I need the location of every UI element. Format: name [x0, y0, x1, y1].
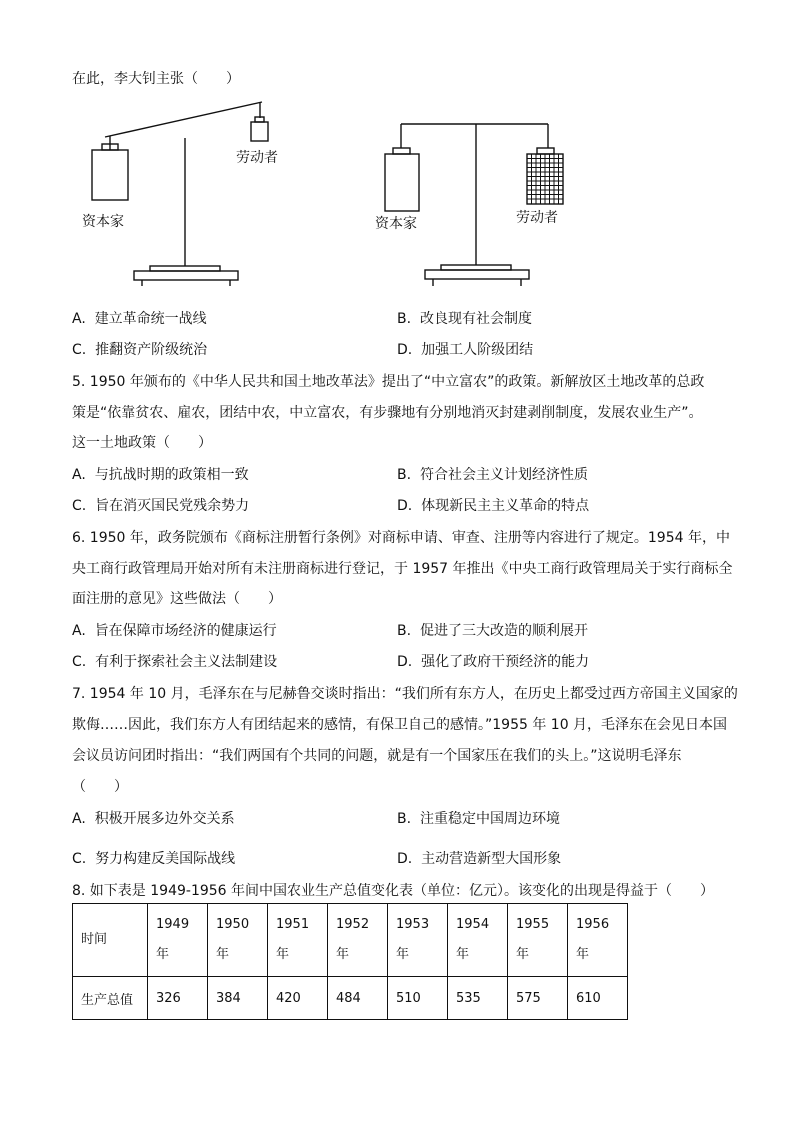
q6-stem-line-1: 6. 1950 年，政务院颁布《商标注册暂行条例》对商标申请、审查、注册等内容进行了规定。1954 年，中 [72, 530, 730, 546]
scale-right-figure [370, 110, 590, 295]
q4-option-b[interactable]: B. 改良现有社会制度 [397, 311, 532, 327]
q7-option-d[interactable]: D. 主动营造新型大国形象 [397, 851, 562, 867]
q7-stem-line-2: 欺侮……因此，我们东方人有团结起来的感情，有保卫自己的感情。”1955 年 10 月，毛泽东在会见日本国 [72, 717, 728, 733]
q7-option-c[interactable]: C. 努力构建反美国际战线 [72, 851, 236, 867]
value-cell: 610 [568, 977, 628, 1020]
q5-stem-line-1: 5. 1950 年颁布的《中华人民共和国土地改革法》提出了“中立富农”的政策。新解放区土地改革的总政 [72, 374, 705, 390]
value-cell: 484 [328, 977, 388, 1020]
header-label-cell: 时间 [73, 904, 148, 977]
q6-option-d[interactable]: D. 强化了政府干预经济的能力 [397, 654, 590, 670]
year-cell: 1954 年 [448, 904, 508, 977]
question-intro: 在此，李大钊主张（ ） [72, 71, 240, 87]
q4-option-d[interactable]: D. 加强工人阶级团结 [397, 342, 534, 358]
q6-option-a[interactable]: A. 旨在保障市场经济的健康运行 [72, 623, 277, 639]
year-cell: 1955 年 [508, 904, 568, 977]
q5-option-b[interactable]: B. 符合社会主义计划经济性质 [397, 467, 588, 483]
capital-label-left: 资本家 [82, 214, 124, 230]
value-cell: 535 [448, 977, 508, 1020]
value-cell: 575 [508, 977, 568, 1020]
year-cell: 1953 年 [388, 904, 448, 977]
q5-stem-line-2: 策是“依靠贫农、雇农，团结中农，中立富农，有步骤地有分别地消灭封建剥削制度，发展农业生产”。 [72, 405, 703, 421]
q7-stem-line-4: （ ） [72, 779, 128, 795]
q5-option-a[interactable]: A. 与抗战时期的政策相一致 [72, 467, 249, 483]
q7-stem-line-3: 会议员访问团时指出：“我们两国有个共同的问题，就是有一个国家压在我们的头上。”这说明毛泽东 [72, 748, 682, 764]
q6-option-c[interactable]: C. 有利于探索社会主义法制建设 [72, 654, 278, 670]
q5-stem-line-3: 这一土地政策（ ） [72, 435, 212, 451]
capital-label-right: 资本家 [375, 216, 417, 232]
q6-stem-line-2: 央工商行政管理局开始对所有未注册商标进行登记，于 1957 年推出《中央工商行政管理局关于实行商标全 [72, 561, 733, 577]
row-label-cell: 生产总值 [73, 977, 148, 1020]
value-cell: 510 [388, 977, 448, 1020]
year-cell: 1956 年 [568, 904, 628, 977]
q8-stem: 8. 如下表是 1949-1956 年间中国农业生产总值变化表（单位：亿元）。该变化的出现是得益于（ ） [72, 883, 715, 899]
year-cell: 1950 年 [208, 904, 268, 977]
q7-stem-line-1: 7. 1954 年 10 月，毛泽东在与尼赫鲁交谈时指出：“我们所有东方人，在历史上都受过西方帝国主义国家的 [72, 686, 738, 702]
value-cell: 384 [208, 977, 268, 1020]
table-value-row [73, 977, 628, 1020]
q7-option-a[interactable]: A. 积极开展多边外交关系 [72, 811, 235, 827]
q5-option-d[interactable]: D. 体现新民主主义革命的特点 [397, 498, 590, 514]
year-cell: 1952 年 [328, 904, 388, 977]
labor-label-left: 劳动者 [236, 150, 278, 166]
q6-stem-line-3: 面注册的意见》这些做法（ ） [72, 591, 282, 607]
scale-left-beam [105, 102, 262, 137]
capital-weight-left [92, 150, 128, 200]
q4-option-a[interactable]: A. 建立革命统一战线 [72, 311, 207, 327]
labor-label-right: 劳动者 [516, 210, 558, 226]
labor-weight-left [251, 122, 268, 141]
capital-weight-right [385, 154, 419, 211]
agri-output-table [72, 903, 628, 1020]
value-cell: 326 [148, 977, 208, 1020]
q7-option-b[interactable]: B. 注重稳定中国周边环境 [397, 811, 560, 827]
q4-option-c[interactable]: C. 推翻资产阶级统治 [72, 342, 208, 358]
year-cell: 1951 年 [268, 904, 328, 977]
q5-option-c[interactable]: C. 旨在消灭国民党残余势力 [72, 498, 250, 514]
scale-left-figure [80, 98, 278, 293]
year-cell: 1949 年 [148, 904, 208, 977]
q6-option-b[interactable]: B. 促进了三大改造的顺利展开 [397, 623, 588, 639]
value-cell: 420 [268, 977, 328, 1020]
table-header-row [73, 904, 628, 977]
